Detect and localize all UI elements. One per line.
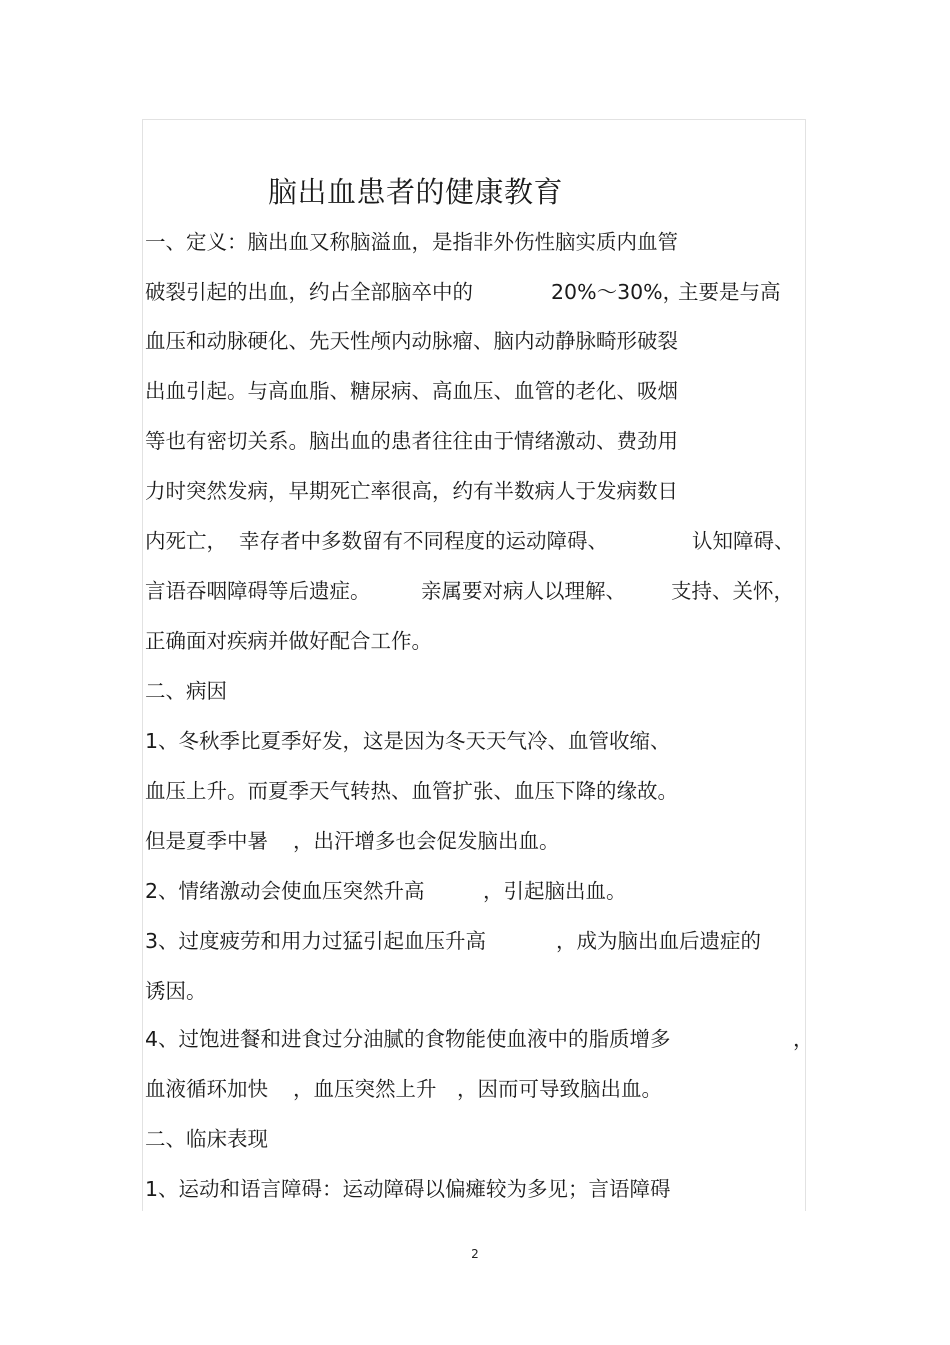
text-line-content: 诱因。 <box>145 979 207 1003</box>
text-line <box>145 776 678 806</box>
text-line-segment: 认知障碍、 <box>692 529 795 553</box>
section-heading-text: 二、病因 <box>145 679 227 703</box>
text-line-segment: ，成为脑出血后遗症的 <box>556 929 761 953</box>
text-line <box>145 976 207 1006</box>
text-line <box>145 1174 671 1204</box>
text-line-segment: 破裂引起的出血，约占全部脑卒中的 <box>145 280 473 304</box>
text-line-segment: 支持、关怀， <box>671 579 794 603</box>
text-line <box>145 726 671 756</box>
text-line-content: 正确面对疾病并做好配合工作。 <box>145 629 432 653</box>
text-line <box>145 1024 814 1054</box>
text-line-content: 血压和动脉硬化、先天性颅内动脉瘤、脑内动静脉畸形破裂 <box>145 329 678 353</box>
text-line <box>145 376 678 406</box>
text-line-segment: ，因而可导致脑出血。 <box>457 1077 662 1101</box>
text-line-segment: 2、情绪激动会使血压突然升高 <box>145 879 425 903</box>
text-line-segment: ， <box>793 1027 814 1051</box>
text-line-content: 一、定义：脑出血又称脑溢血，是指非外伤性脑实质内血管 <box>145 230 678 254</box>
text-line-segment: 3、过度疲劳和用力过猛引起血压升高 <box>145 929 487 953</box>
text-line-segment: 20%～30%， <box>551 280 684 304</box>
text-line-content: 1、冬秋季比夏季好发，这是因为冬天天气冷、血管收缩、 <box>145 729 671 753</box>
text-line <box>145 876 805 906</box>
text-line <box>145 227 678 257</box>
text-line <box>145 476 678 506</box>
text-line-segment: 内死亡， <box>145 529 227 553</box>
text-line-segment: ，血压突然上升 <box>293 1077 437 1101</box>
text-line-content: 1、运动和语言障碍：运动障碍以偏瘫较为多见；言语障碍 <box>145 1177 671 1201</box>
text-line <box>145 576 805 606</box>
text-line-segment: 幸存者中多数留有不同程度的运动障碍、 <box>239 529 608 553</box>
text-line-segment: ，出汗增多也会促发脑出血。 <box>293 829 560 853</box>
text-line-segment: ，引起脑出血。 <box>483 879 627 903</box>
section-heading <box>145 676 227 706</box>
text-line <box>145 426 678 456</box>
text-line <box>145 526 805 556</box>
document-title: 脑出血患者的健康教育 <box>268 175 564 209</box>
text-line-content: 血压上升。而夏季天气转热、血管扩张、血压下降的缘故。 <box>145 779 678 803</box>
text-line <box>145 826 805 856</box>
text-line-segment: 主要是与高 <box>678 280 781 304</box>
text-line <box>145 1074 805 1104</box>
page-number: 2 <box>471 1247 479 1261</box>
text-line-content: 等也有密切关系。脑出血的患者往往由于情绪激动、费劲用 <box>145 429 678 453</box>
section-heading-text: 二、临床表现 <box>145 1127 268 1151</box>
text-line-segment: 但是夏季中暑 <box>145 829 268 853</box>
text-line <box>145 926 805 956</box>
text-line-content: 出血引起。与高血脂、糖尿病、高血压、血管的老化、吸烟 <box>145 379 678 403</box>
text-line <box>145 626 432 656</box>
text-line <box>145 326 678 356</box>
text-line <box>145 277 805 307</box>
text-line-segment: 4、过饱进餐和进食过分油腻的食物能使血液中的脂质增多 <box>145 1027 671 1051</box>
text-line-segment: 亲属要对病人以理解、 <box>421 579 626 603</box>
text-line-segment: 言语吞咽障碍等后遗症。 <box>145 579 371 603</box>
text-line-segment: 血液循环加快 <box>145 1077 268 1101</box>
text-line-content: 力时突然发病，早期死亡率很高，约有半数病人于发病数日 <box>145 479 678 503</box>
section-heading <box>145 1124 268 1154</box>
